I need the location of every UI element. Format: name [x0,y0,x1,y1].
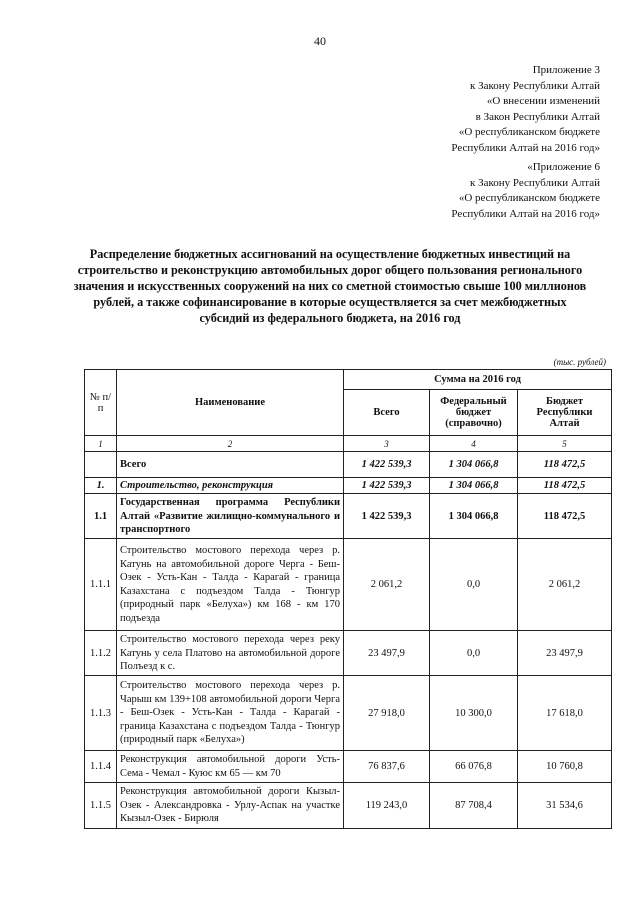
row-total: 119 243,0 [344,783,430,829]
row-num: 1.1.1 [85,539,117,631]
budget-table [84,369,612,829]
row-total: 1 422 539,3 [344,452,430,478]
row-num: 1. [85,478,117,494]
header-num: № п/п [85,370,117,436]
row-republic: 17 618,0 [518,676,612,751]
row-num: 1.1.4 [85,751,117,783]
row-federal: 1 304 066,8 [430,494,518,539]
table-row [85,783,612,829]
row-num: 1.1.3 [85,676,117,751]
column-index-row [85,436,612,452]
index-cell: 1 [85,436,117,452]
row-republic: 2 061,2 [518,539,612,631]
row-federal: 0,0 [430,539,518,631]
row-federal: 10 300,0 [430,676,518,751]
row-name: Реконструкция автомобильной дороги Кызыл-Озек - Александровка - Урлу-Аспак на участке Кызыл-Озек - Бирюля [117,783,344,829]
row-federal: 66 076,8 [430,751,518,783]
row-num: 1.1 [85,494,117,539]
row-total: 1 422 539,3 [344,478,430,494]
row-total: 27 918,0 [344,676,430,751]
row-name [117,494,344,539]
appendix-line: Республики Алтай на 2016 год» [451,207,600,220]
table-row [85,452,612,478]
row-federal: 0,0 [430,631,518,676]
appendix-3-header [451,63,600,156]
appendix-line: в Закон Республики Алтай [475,110,600,123]
header-name: Наименование [117,370,344,436]
appendix-6-header [451,160,600,222]
appendix-line: Республики Алтай на 2016 год» [451,141,600,154]
table-row [85,751,612,783]
row-num: 1.1.5 [85,783,117,829]
row-republic: 118 472,5 [518,478,612,494]
table-row [85,494,612,539]
header-sum-group: Сумма на 2016 год [344,370,612,390]
table-row [85,631,612,676]
row-name: Строительство, реконструкция [117,478,344,494]
row-total: 23 497,9 [344,631,430,676]
index-cell: 4 [430,436,518,452]
row-name: Всего [117,452,344,478]
appendix-line: «О республиканском бюджете [458,192,600,204]
row-republic: 23 497,9 [518,631,612,676]
index-cell: 5 [518,436,612,452]
row-num [85,452,117,478]
row-name-text: Государственная программа Республики Алтай «Развитие жилищно-коммунального и транспортного [120,497,340,535]
appendix-line: «О республиканском бюджете [458,126,600,138]
index-cell: 2 [117,436,344,452]
page-number: 40 [314,34,326,48]
table-row [85,478,612,494]
row-name [117,631,344,676]
row-total: 1 422 539,3 [344,494,430,539]
table-row [85,539,612,631]
document-title: Распределение бюджетных ассигнований на осуществление бюджетных инвестиций на строительство и реконструкцию автомобильных дорог общего пользования регионального значения и искусственных сооружений на них со сметной стоимостью свыше 100 миллионов рублей, а также софинансирование в которые осуществляется за счет межбюджетных субсидий из федерального бюджета, на 2016 год [73,247,587,325]
row-name: Строительство мостового перехода через р. Катунь на автомобильной дороге Черга - Беш-Озек - Усть-Кан - Талда - Карагай - граница Казахстана с подъездом Талда - Тюнгур (природный парк «Белуха») км 168 - км 170 подъезда [117,539,344,631]
units-label: (тыс. рублей) [553,357,606,367]
index-cell: 3 [344,436,430,452]
row-republic: 118 472,5 [518,494,612,539]
row-name-text: Строительство мостового перехода через реку Катунь у села Платово на автомобильной дороге Полъезд к с. [120,634,340,672]
appendix-line: Приложение 3 [532,64,600,76]
row-name: Строительство мостового перехода через р. Чарыш км 139+108 автомобильной дороги Черга - Беш-Озек - Усть-Кан - Талда - Карагай - граница Казахстана с подъездом Талда - Тюнгур (природный парк «Белуха») [117,676,344,751]
row-republic: 118 472,5 [518,452,612,478]
table-row [85,676,612,751]
appendix-line: «О внесении изменений [486,95,600,107]
row-total: 76 837,6 [344,751,430,783]
header-federal: Федеральный бюджет (справочно) [430,390,518,436]
appendix-line: к Закону Республики Алтай [470,79,600,92]
row-federal: 87 708,4 [430,783,518,829]
header-republic: Бюджет Республики Алтай [518,390,612,436]
row-republic: 10 760,8 [518,751,612,783]
header-total: Всего [344,390,430,436]
row-federal: 1 304 066,8 [430,452,518,478]
row-name: Реконструкция автомобильной дороги Усть-Сема - Чемал - Куюс км 65 — км 70 [117,751,344,783]
row-republic: 31 534,6 [518,783,612,829]
appendix-line: к Закону Республики Алтай [470,176,600,189]
row-federal: 1 304 066,8 [430,478,518,494]
row-total: 2 061,2 [344,539,430,631]
row-num: 1.1.2 [85,631,117,676]
appendix-line: «Приложение 6 [527,161,600,173]
